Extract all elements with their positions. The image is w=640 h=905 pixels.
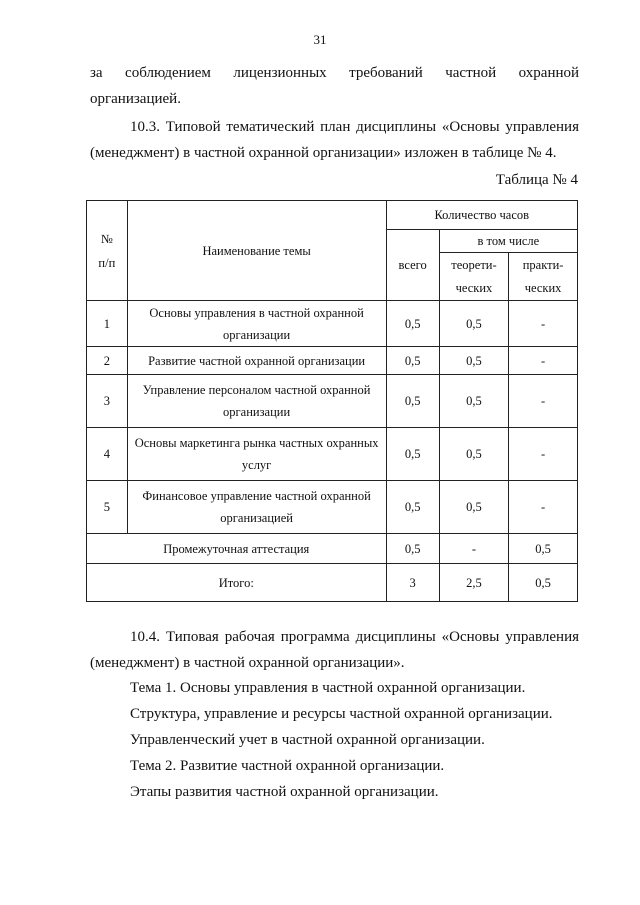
section-10-4-line-1: 10.4. Типовая рабочая программа дисциплины «Основы управления [130,629,579,645]
row-theory: 0,5 [439,301,508,347]
topic-line: Этапы развития частной охранной организации. [130,784,439,800]
summary-practice: 0,5 [509,564,578,602]
attestation-total: 0,5 [386,534,439,564]
word: за [90,65,103,81]
topic-line: Тема 1. Основы управления в частной охранной организации. [130,680,526,696]
topic-line: Управленческий учет в частной охранной организации. [130,732,485,748]
row-theme: Основы маркетинга рынка частных охранных услуг [127,428,386,481]
header-theory: теорети- ческих [439,253,508,301]
intro-line-1 [90,60,579,86]
row-theme: Развитие частной охранной организации [127,347,386,375]
row-total: 0,5 [386,481,439,534]
row-theme: Финансовое управление частной охранной организацией [127,481,386,534]
table-row [87,301,578,347]
attestation-row [87,534,578,564]
attestation-label: Промежуточная аттестация [87,534,387,564]
row-total: 0,5 [386,428,439,481]
row-num: 1 [87,301,128,347]
row-theory: 0,5 [439,347,508,375]
topic-line: Тема 2. Развитие частной охранной организации. [130,758,445,774]
section-10-4-paragraph [90,624,579,676]
summary-row [87,564,578,602]
row-num: 2 [87,347,128,375]
page-number: 31 [313,32,327,47]
word: лицензионных [233,65,327,81]
section-10-4-line-2: (менеджмент) в частной охранной организации». [90,655,405,671]
row-theory: 0,5 [439,428,508,481]
row-num: 3 [87,375,128,428]
word: требований [349,65,423,81]
row-theme: Основы управления в частной охранной организации [127,301,386,347]
row-practice: - [509,428,578,481]
section-10-3-line-1: 10.3. Типовой тематический план дисциплины «Основы управления [130,119,579,135]
table-caption: Таблица № 4 [495,172,578,188]
row-practice: - [509,375,578,428]
row-num: 5 [87,481,128,534]
section-10-3-paragraph [90,114,579,166]
section-10-3-line-2: (менеджмент) в частной охранной организации» изложен в таблице № 4. [90,145,557,161]
summary-label: Итого: [87,564,387,602]
table-row [87,347,578,375]
header-theme: Наименование темы [127,201,386,301]
header-total: всего [386,230,439,301]
row-total: 0,5 [386,301,439,347]
row-num: 4 [87,428,128,481]
row-theory: 0,5 [439,375,508,428]
row-practice: - [509,347,578,375]
row-total: 0,5 [386,347,439,375]
thematic-plan-table [86,200,578,602]
attestation-theory: - [439,534,508,564]
header-practice: практи- ческих [509,253,578,301]
header-hours: Количество часов [386,201,578,230]
topic-line: Структура, управление и ресурсы частной охранной организации. [130,706,553,722]
row-total: 0,5 [386,375,439,428]
attestation-practice: 0,5 [509,534,578,564]
header-num: № п/п [87,201,128,301]
word: охранной [518,65,580,81]
table-row [87,428,578,481]
table-row [87,375,578,428]
summary-theory: 2,5 [439,564,508,602]
intro-line-2: организацией. [90,91,181,107]
row-theory: 0,5 [439,481,508,534]
table-row [87,481,578,534]
intro-paragraph [90,60,579,112]
summary-total: 3 [386,564,439,602]
header-including: в том числе [439,230,577,253]
row-practice: - [509,301,578,347]
word: соблюдением [125,65,211,81]
row-practice: - [509,481,578,534]
row-theme: Управление персоналом частной охранной организации [127,375,386,428]
word: частной [445,65,497,81]
